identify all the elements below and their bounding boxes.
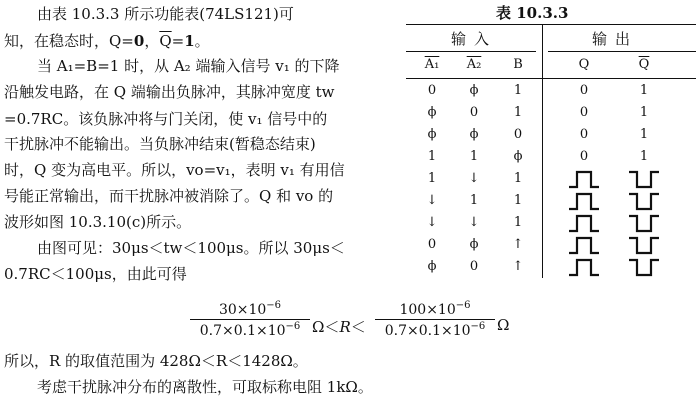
- table-cell: [564, 257, 604, 282]
- table-cell: 1: [513, 171, 523, 186]
- para1-line1: 由表 10.3.3 所示功能表(74LS121)可: [37, 5, 294, 23]
- table-cell: 1: [639, 149, 649, 164]
- table-subheader-rule-right: [548, 51, 696, 52]
- table-cell: 0: [579, 149, 589, 164]
- table-cell: 1: [427, 171, 437, 186]
- table-subheader-rule: [406, 51, 536, 52]
- table-cell: 1: [469, 149, 479, 164]
- table-cell: ↓: [426, 193, 438, 208]
- table-cell: ϕ: [469, 237, 479, 252]
- table-cell: ϕ: [469, 83, 479, 98]
- positive-pulse-icon: [568, 191, 600, 211]
- table-cell: 1: [639, 105, 649, 120]
- table-cell: 0: [513, 127, 523, 142]
- para2-line6: 号能正常输出，而干扰脉冲被消除了。Q 和 vo 的: [4, 187, 334, 205]
- header-output-group: 输出: [592, 30, 639, 48]
- table-cell: 0: [579, 127, 589, 142]
- negative-pulse-icon: [628, 191, 660, 211]
- para1-line2: 知，在稳态时，Q=0，$\overline{Q}=1$。: [4, 32, 210, 50]
- table-cell: 1: [427, 149, 437, 164]
- para3-line2: 0.7RC＜100μs，由此可得: [4, 265, 187, 283]
- column-header: A₁: [424, 57, 440, 72]
- table-cell: ϕ: [513, 149, 523, 164]
- table-cell: ↓: [426, 215, 438, 230]
- table-cell: 1: [513, 193, 523, 208]
- header-input-group: 输入: [451, 30, 498, 48]
- table-caption: 表 10.3.3: [496, 4, 569, 22]
- conclusion-resistor: 考虑干扰脉冲分布的离散性，可取标称电阻 1kΩ。: [37, 378, 373, 396]
- para2-line3: =0.7RC。该负脉冲将与门关闭，使 v₁ 信号中的: [4, 110, 328, 128]
- table-cell: 1: [513, 105, 523, 120]
- table-cell: ϕ: [427, 105, 437, 120]
- fraction-upper: $100\times 10^{-6}$ $0.7\times 0.1\times 10^{-6}$: [375, 300, 495, 339]
- table-top-border: [406, 24, 696, 25]
- table-cell: 1: [639, 83, 649, 98]
- positive-pulse-icon: [568, 235, 600, 255]
- para2-line4: 干扰脉冲不能输出。当负脉冲结束(暂稳态结束): [4, 135, 316, 153]
- table-group-divider: [542, 24, 543, 278]
- para2-line7: 波形如图 10.3.10(c)所示。: [4, 213, 192, 231]
- function-table: [406, 24, 696, 280]
- table-cell: 0: [427, 83, 437, 98]
- table-cell: ϕ: [469, 127, 479, 142]
- para2-line2: 沿触发电路，在 Q 端输出负脉冲，其脉冲宽度 tw: [4, 83, 335, 101]
- table-cell: ↑: [512, 237, 524, 252]
- table-cell: 0: [579, 105, 589, 120]
- negative-pulse-icon: [628, 169, 660, 189]
- formula-omega-lt: Ω＜R＜: [312, 318, 366, 336]
- table-cell: 0: [469, 105, 479, 120]
- negative-pulse-icon: [628, 257, 660, 277]
- column-header: Q: [578, 57, 590, 72]
- para3-line1: 由图可见：30μs＜tw＜100μs。所以 30μs＜: [37, 239, 345, 257]
- column-header: B: [513, 57, 523, 72]
- table-cell: 1: [469, 193, 479, 208]
- table-cell: ↑: [512, 259, 524, 274]
- table-cell: ϕ: [427, 259, 437, 274]
- positive-pulse-icon: [568, 169, 600, 189]
- table-header-bottom-rule: [406, 78, 696, 79]
- table-cell: ϕ: [427, 127, 437, 142]
- formula-omega-end: Ω: [497, 316, 510, 334]
- column-header: $\overline{Q}$: [638, 57, 650, 72]
- table-cell: ↓: [468, 215, 480, 230]
- table-cell: ↓: [468, 171, 480, 186]
- negative-pulse-icon: [628, 213, 660, 233]
- para2-line1: 当 A₁=B=1 时，从 A₂ 端输入信号 v₁ 的下降: [37, 57, 340, 75]
- table-cell: [624, 257, 664, 282]
- fraction-lower: $30\times 10^{-6}$ $0.7\times 0.1\times 10^{-6}$: [190, 300, 310, 339]
- column-header: A₂: [466, 57, 482, 72]
- negative-pulse-icon: [628, 235, 660, 255]
- table-cell: 1: [513, 215, 523, 230]
- para2-line5: 时，Q 变为高电平。所以，vo=v₁，表明 v₁ 有用信: [4, 161, 345, 179]
- positive-pulse-icon: [568, 257, 600, 277]
- table-cell: 0: [579, 83, 589, 98]
- table-cell: 0: [469, 259, 479, 274]
- table-cell: 0: [427, 237, 437, 252]
- positive-pulse-icon: [568, 213, 600, 233]
- conclusion-range: 所以，R 的取值范围为 428Ω＜R＜1428Ω。: [4, 352, 308, 370]
- table-cell: 1: [639, 127, 649, 142]
- table-cell: 1: [513, 83, 523, 98]
